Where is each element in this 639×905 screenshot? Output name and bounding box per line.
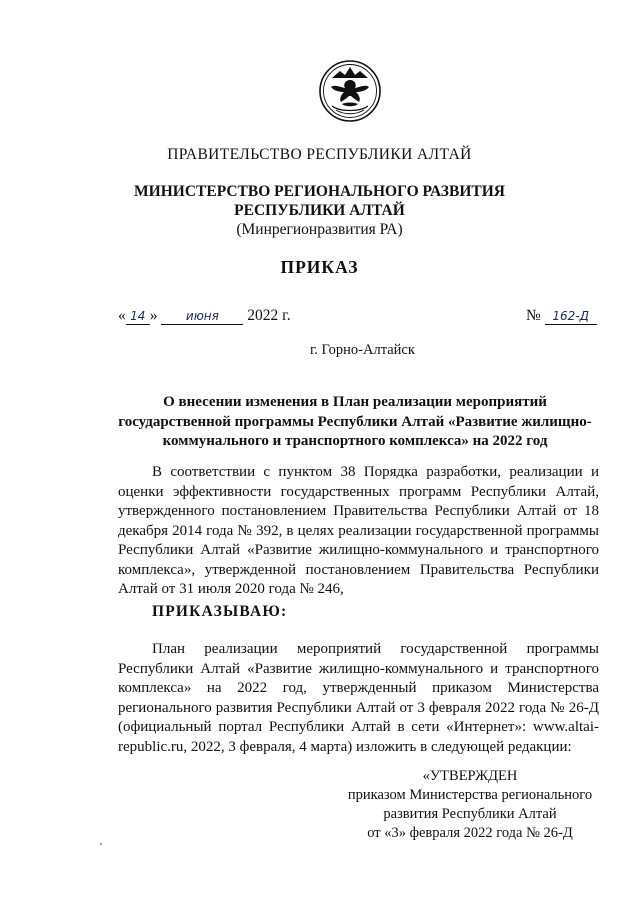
approval-line: приказом Министерства регионального bbox=[347, 787, 593, 803]
ministry-name-line2: РЕСПУБЛИКИ АЛТАЙ bbox=[234, 202, 405, 219]
date-close-quote: » bbox=[149, 307, 158, 324]
approval-line: «УТВЕРЖДЕН bbox=[422, 768, 518, 784]
handwritten-day: 14 bbox=[130, 309, 146, 323]
paragraph-line: Республики Алтай «Развитие жилищно-коммунального и транспортного bbox=[118, 542, 599, 558]
order-title bbox=[110, 393, 600, 452]
approval-line: развития Республики Алтай bbox=[383, 806, 557, 822]
date-year: 2022 г. bbox=[247, 307, 291, 324]
approval-line: от «3» февраля 2022 года № 26-Д bbox=[367, 825, 573, 841]
approval-block bbox=[340, 767, 600, 843]
paragraph-line: План реализации мероприятий государственной программы bbox=[152, 641, 599, 657]
title-line: О внесении изменения в План реализации мероприятий bbox=[163, 394, 547, 410]
preamble-paragraph bbox=[118, 463, 599, 600]
title-line: коммунального и транспортного комплекса» на 2022 год bbox=[162, 433, 548, 449]
decision-paragraph bbox=[118, 640, 599, 757]
coat-of-arms-emblem-icon bbox=[318, 58, 382, 124]
paragraph-line: декабря 2014 года № 392, в целях реализации государственной программы bbox=[118, 522, 599, 539]
ministry-name-line1: МИНИСТЕРСТВО РЕГИОНАЛЬНОГО РАЗВИТИЯ bbox=[134, 183, 505, 200]
paragraph-line: В соответствии с пунктом 38 Порядка разработки, реализации и bbox=[152, 464, 599, 480]
city-name: г. Горно-Алтайск bbox=[310, 342, 415, 358]
document-type: ПРИКАЗ bbox=[280, 257, 359, 277]
paragraph-line: комплекса» на 2022 год, утвержденный приказом Министерства bbox=[118, 680, 599, 696]
ministry-short-name: (Минрегионразвития РА) bbox=[236, 221, 403, 238]
decree-word: ПРИКАЗЫВАЮ: bbox=[152, 603, 288, 620]
title-line: государственной программы Республики Алтай «Развитие жилищно- bbox=[118, 413, 592, 430]
scan-speck bbox=[100, 843, 102, 845]
paragraph-line: Республики Алтай «Развитие жилищно-коммунального и транспортного bbox=[118, 660, 599, 677]
paragraph-line: регионального развития Республики Алтай от 3 февраля 2022 года № 26-Д bbox=[118, 699, 599, 716]
paragraph-line: Алтай от 31 июля 2020 года № 246, bbox=[118, 581, 344, 597]
paragraph-line: (официальный портал Республики Алтай в сети «Интернет»: www.altai- bbox=[118, 719, 599, 735]
paragraph-line: утвержденного постановлением Правительства Республики Алтай от 18 bbox=[118, 503, 599, 519]
paragraph-line: republic.ru, 2022, 3 февраля, 4 марта) изложить в следующей редакции: bbox=[118, 738, 572, 755]
number-sign: № bbox=[526, 307, 541, 324]
paragraph-line: комплекса», утвержденной постановлением Правительства Республики bbox=[118, 561, 599, 578]
handwritten-month: июня bbox=[185, 309, 219, 323]
handwritten-number: 162-Д bbox=[552, 309, 589, 323]
order-number bbox=[526, 307, 597, 325]
government-name: ПРАВИТЕЛЬСТВО РЕСПУБЛИКИ АЛТАЙ bbox=[167, 146, 472, 163]
paragraph-line: оценки эффективности государственных программ Республики Алтай, bbox=[118, 483, 599, 500]
date-open-quote: « bbox=[118, 307, 126, 324]
order-date bbox=[118, 307, 291, 325]
